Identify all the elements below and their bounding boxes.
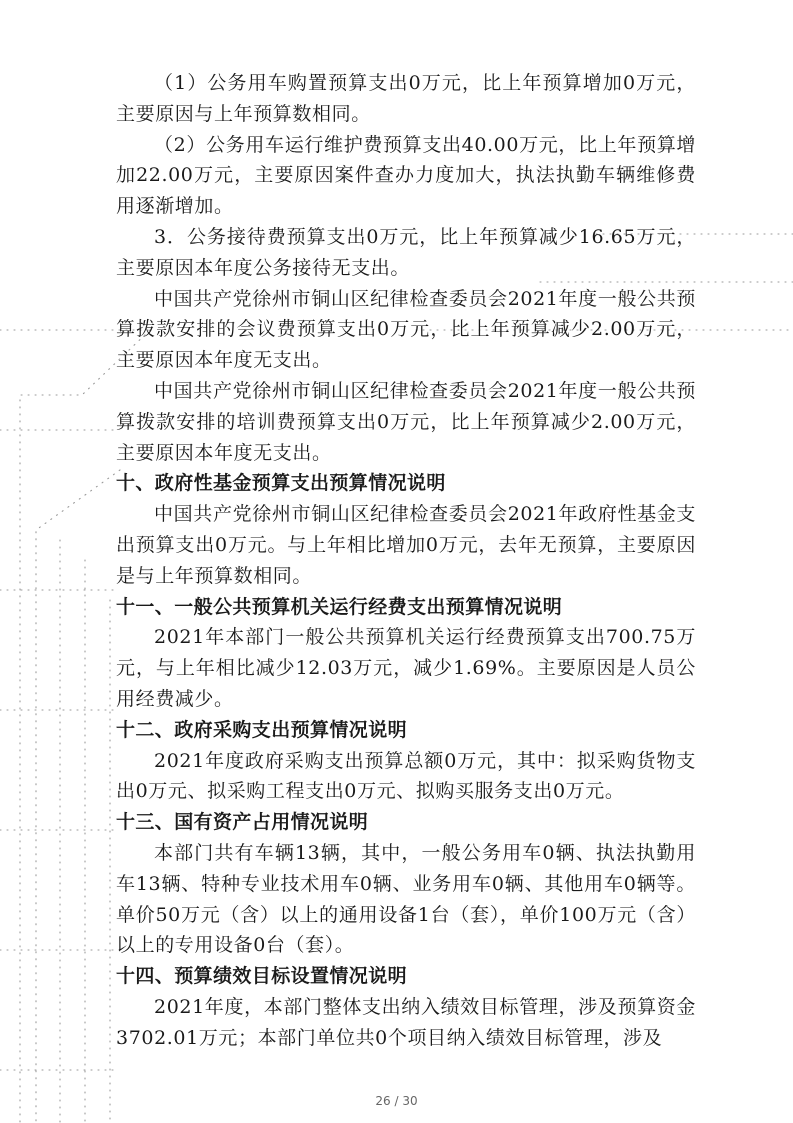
section-12-heading: 十二、政府采购支出预算情况说明 — [116, 718, 408, 741]
paragraph-vehicle-purchase: （1）公务用车购置预算支出0万元，比上年预算增加0万元，主要原因与上年预算数相同。 — [116, 72, 696, 125]
paragraph-vehicle-maintenance: （2）公务用车运行维护费预算支出40.00万元，比上年预算增加22.00万元，主要原因案件查办力度加大，执法执勤车辆维修费用逐渐增加。 — [116, 133, 696, 218]
section-11-heading: 十一、一般公共预算机关运行经费支出预算情况说明 — [116, 595, 563, 618]
section-13-heading: 十三、国有资产占用情况说明 — [116, 811, 369, 834]
section-10-heading: 十、政府性基金预算支出预算情况说明 — [116, 472, 446, 495]
section-10-body: 中国共产党徐州市铜山区纪律检查委员会2021年政府性基金支出预算支出0万元。与上年相比增加0万元，去年无预算，主要原因是与上年预算数相同。 — [116, 503, 696, 587]
paragraph-meeting-fee: 中国共产党徐州市铜山区纪律检查委员会2021年度一般公共预算拨款安排的会议费预算支出0万元，比上年预算减少2.00万元，主要原因本年度无支出。 — [116, 287, 696, 372]
paragraph-training-fee: 中国共产党徐州市铜山区纪律检查委员会2021年度一般公共预算拨款安排的培训费预算支出0万元，比上年预算减少2.00万元，主要原因本年度无支出。 — [116, 379, 696, 464]
document-page — [116, 0, 696, 1054]
page-number: 26 / 30 — [375, 1094, 418, 1108]
section-13-body: 本部门共有车辆13辆，其中，一般公务用车0辆、执法执勤用车13辆、特种专业技术用车0辆、业务用车0辆、其他用车0辆等。单价50万元（含）以上的通用设备1台（套），单价100万元（含）以上的专用设备0台（套）。 — [116, 841, 696, 957]
section-11-body: 2021年本部门一般公共预算机关运行经费预算支出700.75万元，与上年相比减少12.03万元，减少1.69%。主要原因是人员公用经费减少。 — [116, 626, 696, 710]
section-14-heading: 十四、预算绩效目标设置情况说明 — [116, 965, 408, 988]
paragraph-reception: 3．公务接待费预算支出0万元，比上年预算减少16.65万元，主要原因本年度公务接待无支出。 — [116, 225, 696, 279]
section-14-body: 2021年度，本部门整体支出纳入绩效目标管理，涉及预算资金3702.01万元；本部门单位共0个项目纳入绩效目标管理，涉及 — [116, 995, 696, 1049]
section-12-body: 2021年度政府采购支出预算总额0万元，其中：拟采购货物支出0万元、拟采购工程支出0万元、拟购买服务支出0万元。 — [116, 749, 696, 803]
